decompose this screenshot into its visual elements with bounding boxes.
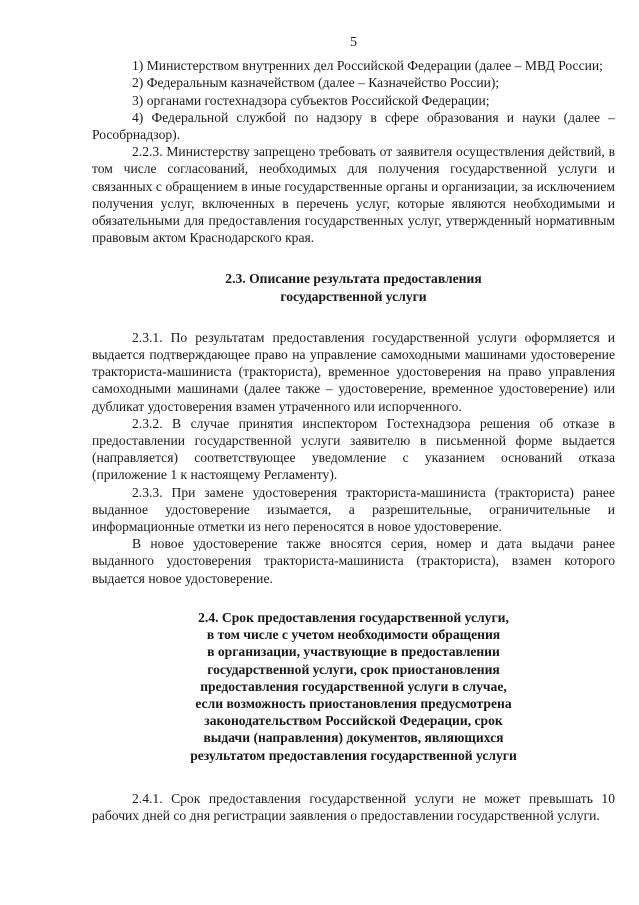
heading-line: законодательством Российской Федерации, срок bbox=[204, 713, 503, 729]
section-heading-2-4 bbox=[92, 609, 615, 764]
heading-line: в организации, участвующие в предоставлении bbox=[207, 644, 500, 660]
heading-line: 2.3. Описание результата предоставления bbox=[225, 271, 482, 287]
heading-line: 2.4. Срок предоставления государственной услуги, bbox=[198, 609, 509, 625]
paragraph-2-2-3: 2.2.3. Министерству запрещено требовать от заявителя осуществления действий, в том числе согласований, необходимых для получения государственной услуги и связанных с обращением в иные государственные органы и организации, за исключением получения услуг, включенных в перечень услуг, которые являются необходимыми и обязательными для предоставления государственных услуг, утвержденный нормативным правовым актом Краснодарского края. bbox=[92, 144, 615, 246]
paragraph-new-certificate: В новое удостоверение также вносятся серия, номер и дата выдачи ранее выданного удостоверения тракториста-машиниста (тракториста), взамен которого выдается новое удостоверение. bbox=[92, 536, 615, 586]
paragraph-2-4-1: 2.4.1. Срок предоставления государственной услуги не может превышать 10 рабочих дней со дня регистрации заявления о предоставлении государственной услуги. bbox=[92, 790, 615, 823]
paragraph-2-3-1: 2.3.1. По результатам предоставления государственной услуги оформляется и выдается подтверждающее право на управление самоходными машинами удостоверение тракториста-машиниста (тракториста), временное удостоверения на право управления самоходными машинами (далее также – удостоверение, временное удостоверение) или дубликат удостоверения взамен утраченного или испорченного. bbox=[92, 329, 615, 414]
heading-line: государственной услуги, срок приостановления bbox=[207, 661, 500, 677]
heading-line: если возможность приостановления предусмотрена bbox=[195, 695, 512, 711]
list-item: 4) Федеральной службой по надзору в сфере образования и науки (далее – Рособрнадзор). bbox=[92, 109, 615, 143]
heading-line: предоставления государственной услуги в случае, bbox=[200, 678, 507, 694]
paragraph-2-3-2: 2.3.2. В случае принятия инспектором Гостехнадзора решения об отказе в предоставлении государственной услуги заявителю в письменной форме выдается (направляется) соответствующее уведомление с указанием оснований отказа (приложение 1 к настоящему Регламенту). bbox=[92, 415, 615, 483]
list-item: 3) органами гостехнадзора субъектов Российской Федерации; bbox=[132, 92, 490, 108]
heading-line: в том числе с учетом необходимости обращения bbox=[206, 627, 501, 643]
heading-line: государственной услуги bbox=[280, 288, 427, 304]
page-number: 5 bbox=[350, 35, 357, 50]
paragraph-2-3-3: 2.3.3. При замене удостоверения тракториста-машиниста (тракториста) ранее выданное удостоверение изымается, а разрешительные, ограничительные и информационные отметки из него переносятся в новое удостоверение. bbox=[92, 484, 615, 535]
heading-line: выдачи (направления) документов, являющихся bbox=[203, 730, 504, 746]
section-heading-2-3 bbox=[92, 270, 615, 304]
list-item: 2) Федеральным казначейством (далее – Казначейство России); bbox=[132, 75, 500, 91]
list-item: 1) Министерством внутренних дел Российской Федерации (далее – МВД России; bbox=[132, 58, 603, 74]
heading-line: результатом предоставления государственной услуги bbox=[190, 747, 517, 763]
